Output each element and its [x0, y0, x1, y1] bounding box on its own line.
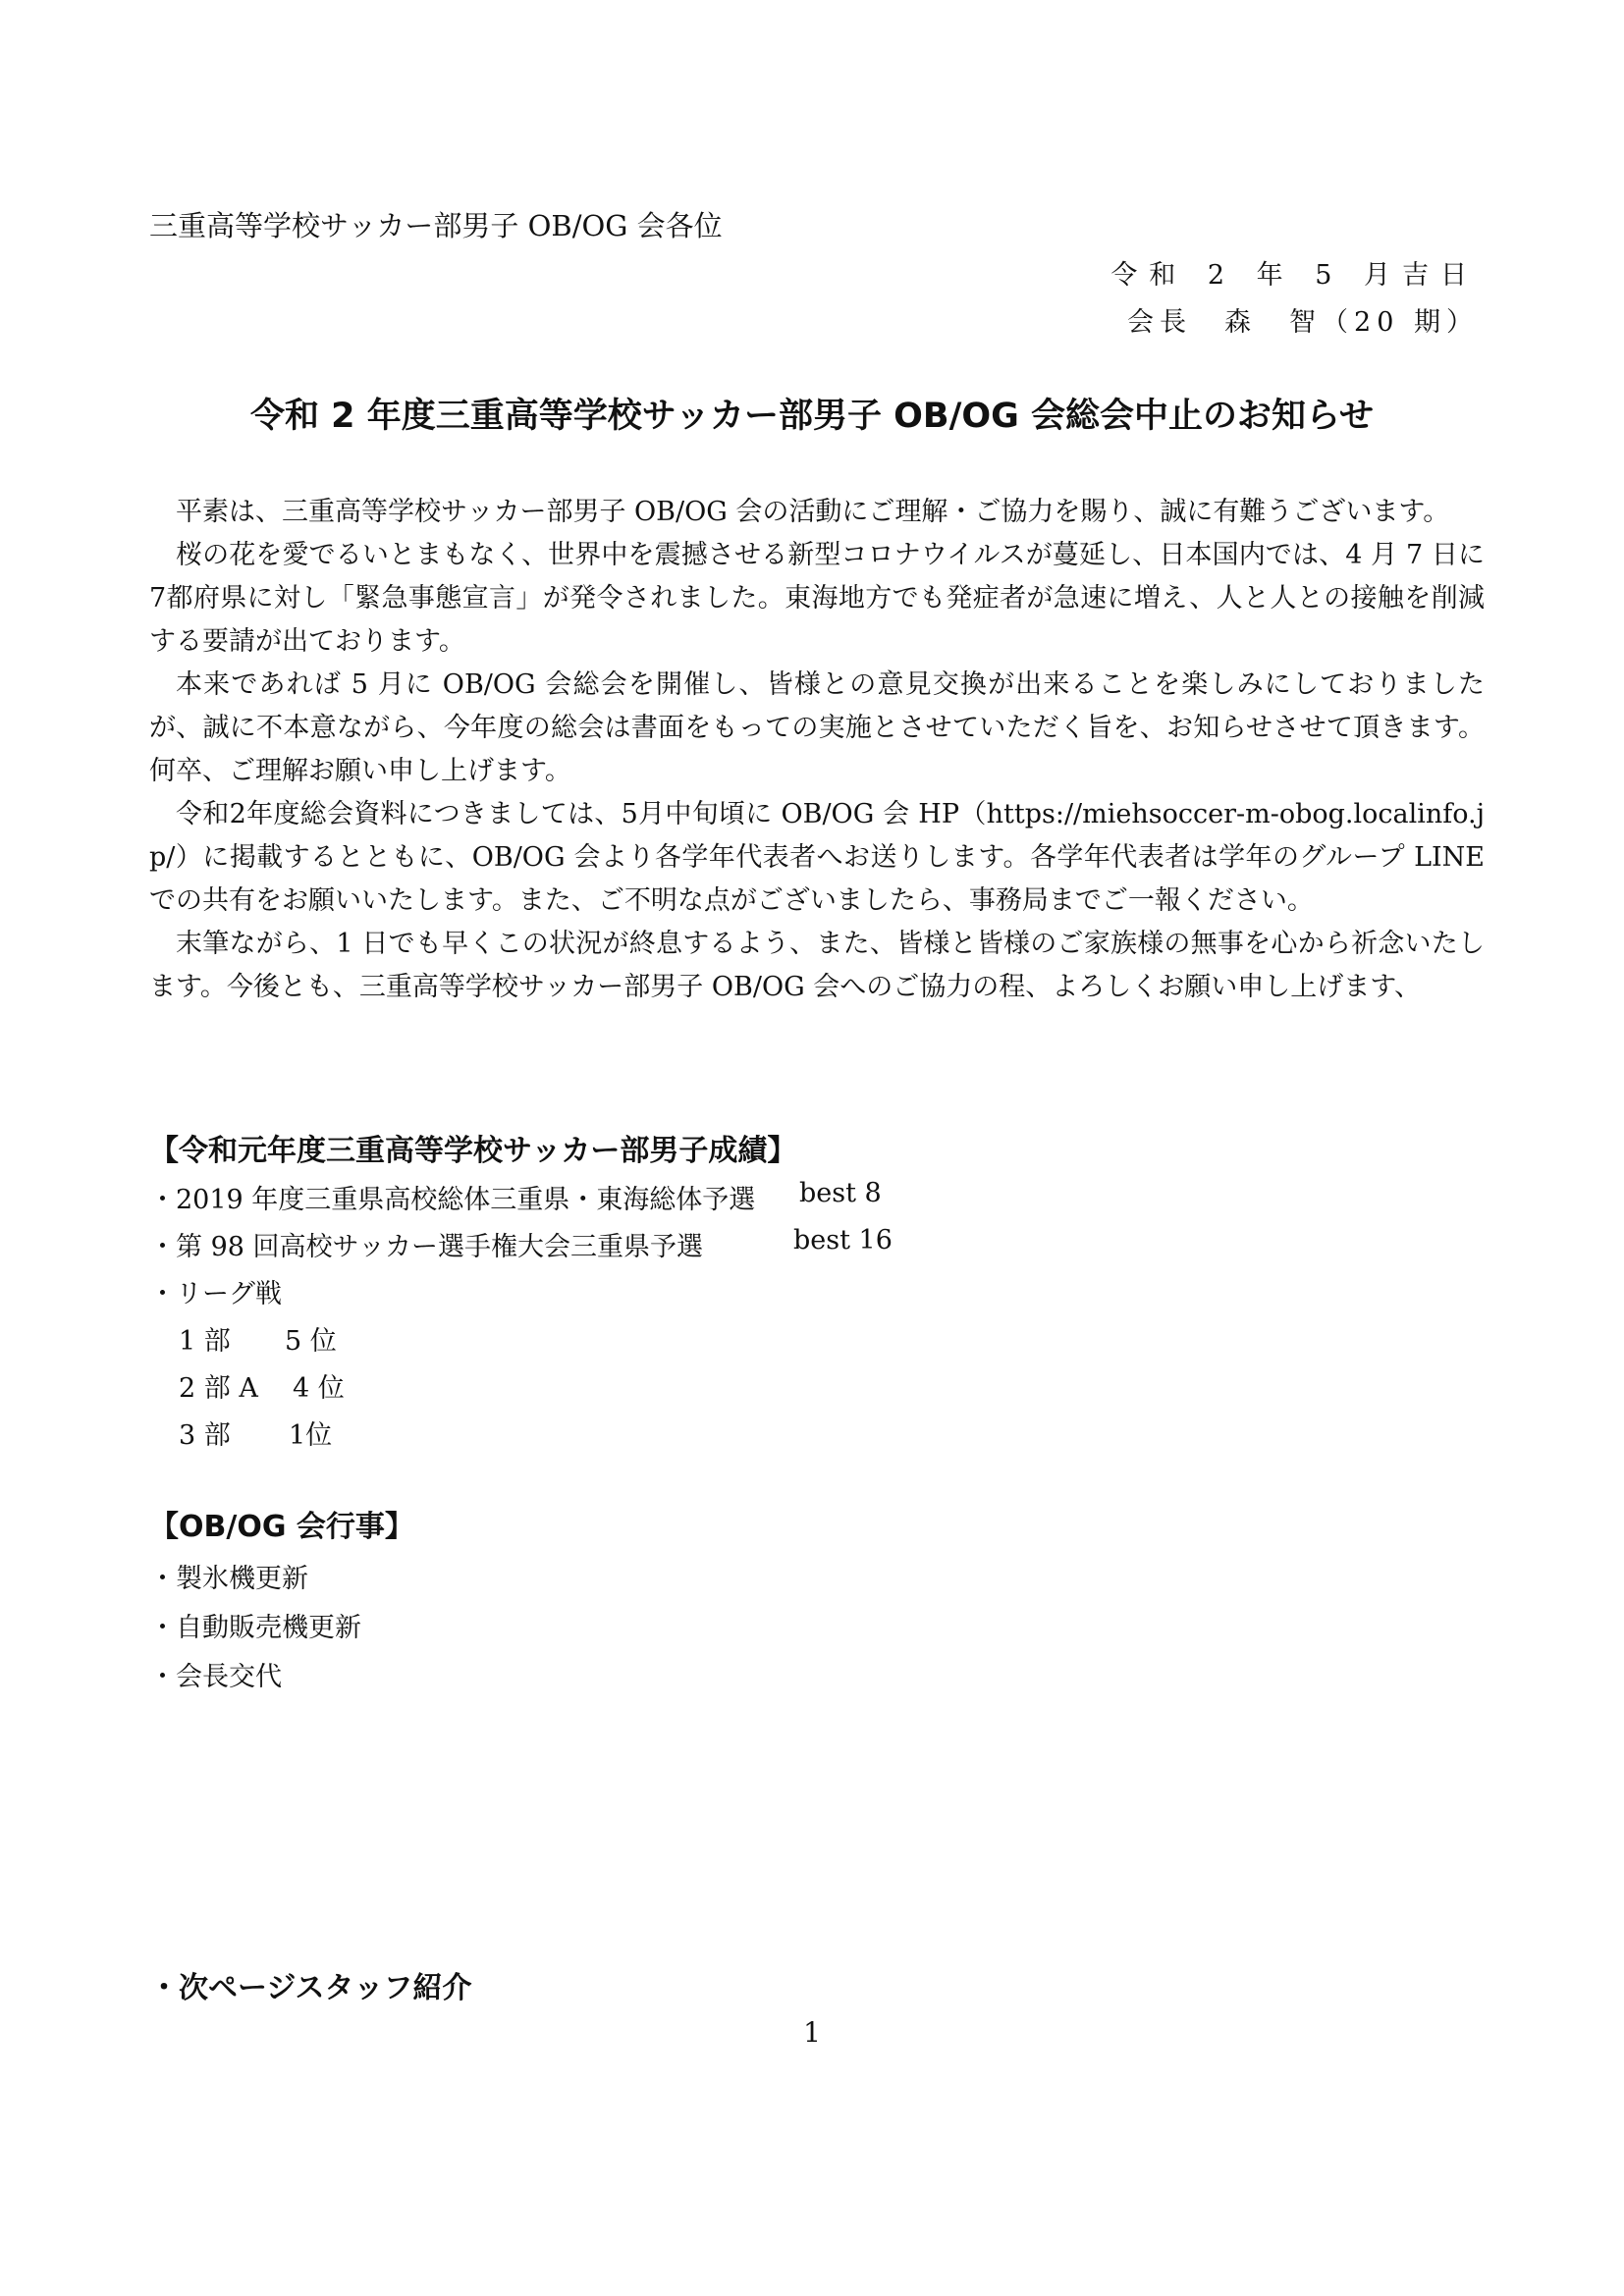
- league-rank: 1位: [289, 1420, 333, 1451]
- league-row: [179, 1366, 571, 1406]
- result-item: [149, 1225, 1033, 1264]
- result-item: [149, 1178, 1033, 1217]
- league-division: 3 部: [179, 1420, 231, 1451]
- results-heading: 【令和元年度三重高等学校サッカー部男子成績】: [149, 1134, 797, 1168]
- page-number: 1: [803, 2016, 821, 2049]
- event-item: ・製氷機更新: [149, 1564, 308, 1594]
- result-label: ・2019 年度三重県高校総体三重県・東海総体予選: [149, 1185, 756, 1215]
- events-heading: 【OB/OG 会行事】: [149, 1510, 414, 1544]
- issue-date: 令和 2 年 5 月吉日: [1110, 260, 1479, 291]
- addressee-line: 三重高等学校サッカー部男子 OB/OG 会各位: [149, 209, 723, 242]
- author-signature: 会長 森 智（20 期）: [1127, 307, 1479, 338]
- result-score: best 8: [799, 1178, 882, 1208]
- league-rank: 5 位: [285, 1326, 337, 1357]
- league-row: [179, 1414, 571, 1453]
- league-division: 2 部 A: [179, 1373, 258, 1404]
- next-page-note: ・次ページスタッフ紹介: [149, 1971, 472, 2005]
- league-division: 1 部: [179, 1326, 231, 1357]
- paragraph-closing: 末筆ながら、1 日でも早くこの状況が終息するよう、また、皆様と皆様のご家族様の無事を心から祈念いたします。今後とも、三重高等学校サッカー部男子 OB/OG 会へのご協力の程、よろしくお願い申し上げます、: [149, 929, 1485, 1002]
- paragraph-materials: 令和2年度総会資料につきましては、5月中旬頃に OB/OG 会 HP（https://miehsoccer-m-obog.localinfo.jp/）に掲載するとともに、OB/OG 会より各学年代表者へお送りします。各学年代表者は学年のグループ LINE での共有をお願いいたします。また、ご不明な点がございましたら、事務局までご一報ください。: [149, 799, 1485, 916]
- paragraph-greeting: 平素は、三重高等学校サッカー部男子 OB/OG 会の活動にご理解・ご協力を賜り、誠に有難うございます。: [176, 497, 1450, 527]
- result-label: ・第 98 回高校サッカー選手権大会三重県予選: [149, 1232, 703, 1262]
- result-score: best 16: [793, 1225, 893, 1255]
- letter-body: [149, 491, 1485, 1009]
- league-row: [179, 1319, 571, 1359]
- league-rank: 4 位: [293, 1373, 345, 1404]
- event-item: ・会長交代: [149, 1662, 282, 1692]
- event-item: ・自動販売機更新: [149, 1613, 361, 1643]
- league-label: ・リーグ戦: [149, 1279, 282, 1309]
- document-title: 令和 2 年度三重高等学校サッカー部男子 OB/OG 会総会中止のお知らせ: [249, 397, 1375, 436]
- paragraph-situation: 桜の花を愛でるいとまもなく、世界中を震撼させる新型コロナウイルスが蔓延し、日本国内では、4 月 7 日に7都府県に対し「緊急事態宣言」が発令されました。東海地方でも発症者が急速に増え、人と人との接触を削減する要請が出ております。: [149, 540, 1485, 657]
- paragraph-cancellation: 本来であれば 5 月に OB/OG 会総会を開催し、皆様との意見交換が出来ることを楽しみにしておりましたが、誠に不本意ながら、今年度の総会は書面をもっての実施とさせていただく旨を、お知らせさせて頂きます。何卒、ご理解お願い申し上げます。: [149, 669, 1485, 786]
